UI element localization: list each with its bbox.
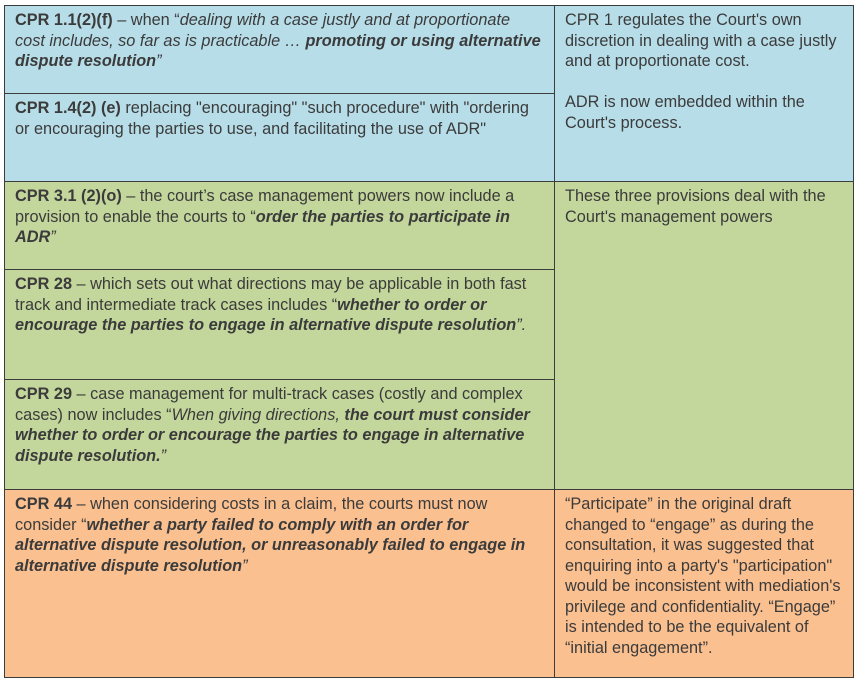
cpr-28-end: ”. — [516, 316, 527, 334]
cpr-44-end: ” — [242, 556, 248, 575]
cpr-44-ref: CPR 44 — [15, 495, 73, 513]
cpr-29-quote-italic: When giving directions, — [171, 405, 345, 424]
cpr-29-ref: CPR 29 — [15, 385, 73, 403]
cpr-3-1-quote-bold: order the parties to participate in ADR — [15, 207, 510, 246]
cell-note-green — [554, 181, 854, 490]
cpr-1-4-ref: CPR 1.4(2) (e) — [15, 99, 121, 117]
cpr-1-1-text: – when “ — [112, 11, 180, 29]
cell-cpr-44 — [4, 489, 555, 678]
note-orange: “Participate” in the original draft changed to “engage” as during the consultation, it was suggested that enquiring into a party's "participation" would be inconsistent with mediation's privilege and confidentiality. “Engage” is intended to be the equivalent of “initial engagement”. — [565, 495, 841, 657]
cell-cpr-28 — [4, 269, 555, 380]
cpr-1-1-ref: CPR 1.1(2)(f) — [15, 11, 113, 29]
cpr-3-1-text: – the court’s case management powers now include a provision to enable the courts to “ — [15, 187, 515, 226]
cpr-29-quote-bold: the court must consider whether to order or encourage the parties to engage in alternative dispute resolution. — [15, 405, 530, 465]
cpr-29-end: ” — [160, 446, 167, 465]
cpr-28-text: – which sets out what directions may be applicable in both fast track and intermediate track cases includes “ — [15, 275, 527, 314]
cpr-1-1-end: ” — [156, 52, 162, 70]
note-blue-1: CPR 1 regulates the Court's own discretion in dealing with a case justly and at proportionate cost. — [565, 11, 837, 70]
cpr-44-text: – when considering costs in a claim, the courts must now consider “ — [15, 495, 488, 534]
cpr-29-text: – case management for multi-track cases (costly and complex cases) now includes “ — [15, 385, 523, 424]
cell-cpr-29 — [4, 379, 555, 490]
note-green: These three provisions deal with the Court's management powers — [565, 187, 826, 226]
cell-cpr-1-4 — [4, 93, 555, 182]
cpr-44-quote-bold: whether a party failed to comply with an order for alternative dispute resolution, or unreasonably failed to engage in alternative dispute resolution — [15, 515, 526, 575]
cell-note-blue — [554, 5, 854, 182]
cell-note-orange — [554, 489, 854, 678]
note-blue-2: ADR is now embedded within the Court's process. — [565, 93, 805, 132]
cpr-28-quote-bold: whether to order or encourage the parties to engage in alternative dispute resolution — [15, 295, 517, 334]
cpr-1-4-text: replacing "encouraging" "such procedure" with "ordering or encouraging the parties to use, and facilitating the use of ADR" — [15, 99, 529, 138]
cpr-1-1-quote-italic: dealing with a case justly and at proportionate cost includes, so far as is practicable … — [15, 11, 511, 50]
cpr-1-1-quote-bold: promoting or using alternative dispute resolution — [15, 31, 541, 70]
cpr-adr-table — [4, 5, 854, 678]
cpr-3-1-end: ” — [50, 228, 56, 246]
cell-cpr-3-1 — [4, 181, 555, 270]
cpr-28-ref: CPR 28 — [15, 275, 73, 293]
cpr-3-1-ref: CPR 3.1 (2)(o) — [15, 187, 122, 205]
cell-cpr-1-1 — [4, 5, 555, 94]
